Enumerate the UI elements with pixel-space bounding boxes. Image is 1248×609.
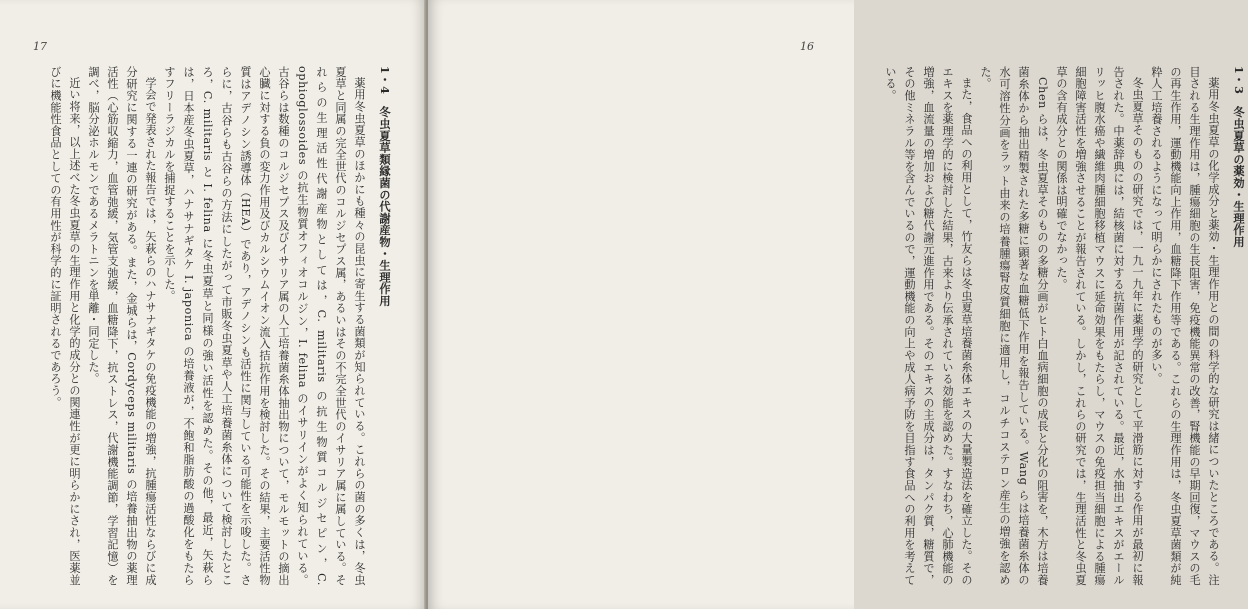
paragraph: また，食品への利用として，竹友らは冬虫夏草培養菌糸体エキスの大量製造法を確立した。そのエキスを薬理学的に検討した結果，古来より伝承されている効能を認めた。すなわち，心肺機能の増強，血流量の増加および糖代謝元進作用である。そのエキスの主成分は，タンパク質，糖質で，その他ミネラル等を含んでいるので，運動機能の向上や成人病予防を目指す食品への利用を考えている。 (884, 66, 973, 586)
page-number-right: 16 (800, 40, 814, 53)
right-page-body (884, 66, 1248, 586)
paragraph: Chen らは，冬虫夏草そのものの多糖分画がヒト白血病細胞の成長と分化の阻害を，木方は培養菌糸体から抽出精製された多糖に顕著な血糖低下作用を報告している。Wang らは培養菌糸体の水可溶性分画をラット由来の培養腫瘍腎皮質細胞に適用し，コルチコステロン産生の増強を認めた。 (979, 66, 1049, 586)
section-heading-1-3: 1・3 冬虫夏草の薬効・生理作用 (1232, 66, 1246, 248)
section-heading-1-4: 1・4 冬虫夏草類縁菌の代謝産物・生理作用 (378, 66, 392, 307)
left-page (0, 0, 426, 609)
paragraph: 学会で発表された報告では，矢萩らのハナサナギタケの免疫機能の増強，抗腫瘍活性ならびに成分研究に関する一連の研究がある。また，金城らは，Cordyceps militaris の培養抽出物の薬理活性（心筋収縮力，血管弛緩，気管支弛緩，血糖降下，抗ストレス，代謝機能調節，学習記憶）を調べ，脳分泌ホルモンであるメラトニンを単離・同定した。 (87, 66, 157, 586)
page-number-left: 17 (33, 40, 47, 53)
left-page-body (28, 66, 394, 586)
right-page (428, 0, 1246, 609)
paragraph: 薬用冬虫夏草の化学成分と薬効・生理作用との間の科学的な研究は緒についたところである。注目される生理作用は，腫瘍細胞の生長阻害，免疫機能異常の改善，腎機能の早期回復，マウスの毛の再生作用，運動機能向上作用，血糖降下作用等である。これらの生理作用は，冬虫夏草菌類が純粋人工培養されるようになって明らかにされたものが多い。 (1150, 66, 1220, 586)
paragraph: 冬虫夏草そのものの研究では，一九一九年に薬理学的研究として平滑筋に対する作用が最初に報告された。中薬辞典には，結核菌に対する抗菌作用が記されている。最近，水抽出エキスがエールリッヒ腹水癌や繊維肉腫細胞移植マウスに延命効果をもたらし，マウスの免疫担当細胞による腫瘍細胞障害活性を増強させることが報告されている。しかし，これらの研究では，生理活性と冬虫夏草の含有成分との関係は明確でなかった。 (1055, 66, 1144, 586)
paragraph: 薬用冬虫夏草のほかにも種々の昆虫に寄生する菌類が知られている。これらの菌の多くは，冬虫夏草と同属の完全世代のコルジセプス属，あるいはその不完全世代のイサリア属に属している。それらの生理活性代謝産物としては，C. militaris の抗生物質コルジセピン，C. ophioglossoides の抗生物質オフィオコルジン，I. felina のイサリインがよく知られている。古谷らは数種のコルジセプス及びイサリア属の人工培養菌糸体抽出物について，モルモットの摘出心臓に対する負の変力作用及びカルシウムイオン流入拮抗作用を検討した。その結果，主要活性物質はアデノシン誘導体（HEA）であり，アデノシンも活性に関与している可能性を示唆した。さらに，古谷らも古谷らの方法にしたがって市販冬虫夏草や人工培養菌糸体について検討したところ，C. militaris と I. felina に冬虫夏草と同様の強い活性を認めた。その他，最近，矢萩らは，日本産冬虫夏草，ハナサナギタケ I. japonica の培養液が，不飽和脂肪酸の過酸化をもたらすフリーラジカルを捕捉することを示した。 (163, 66, 366, 586)
paragraph: 近い将来，以上述べた冬虫夏草の生理作用と化学的成分との関連性が更に明らかにされ，医薬並びに機能性食品としての有用性が科学的に証明されるであろう。 (49, 66, 81, 586)
